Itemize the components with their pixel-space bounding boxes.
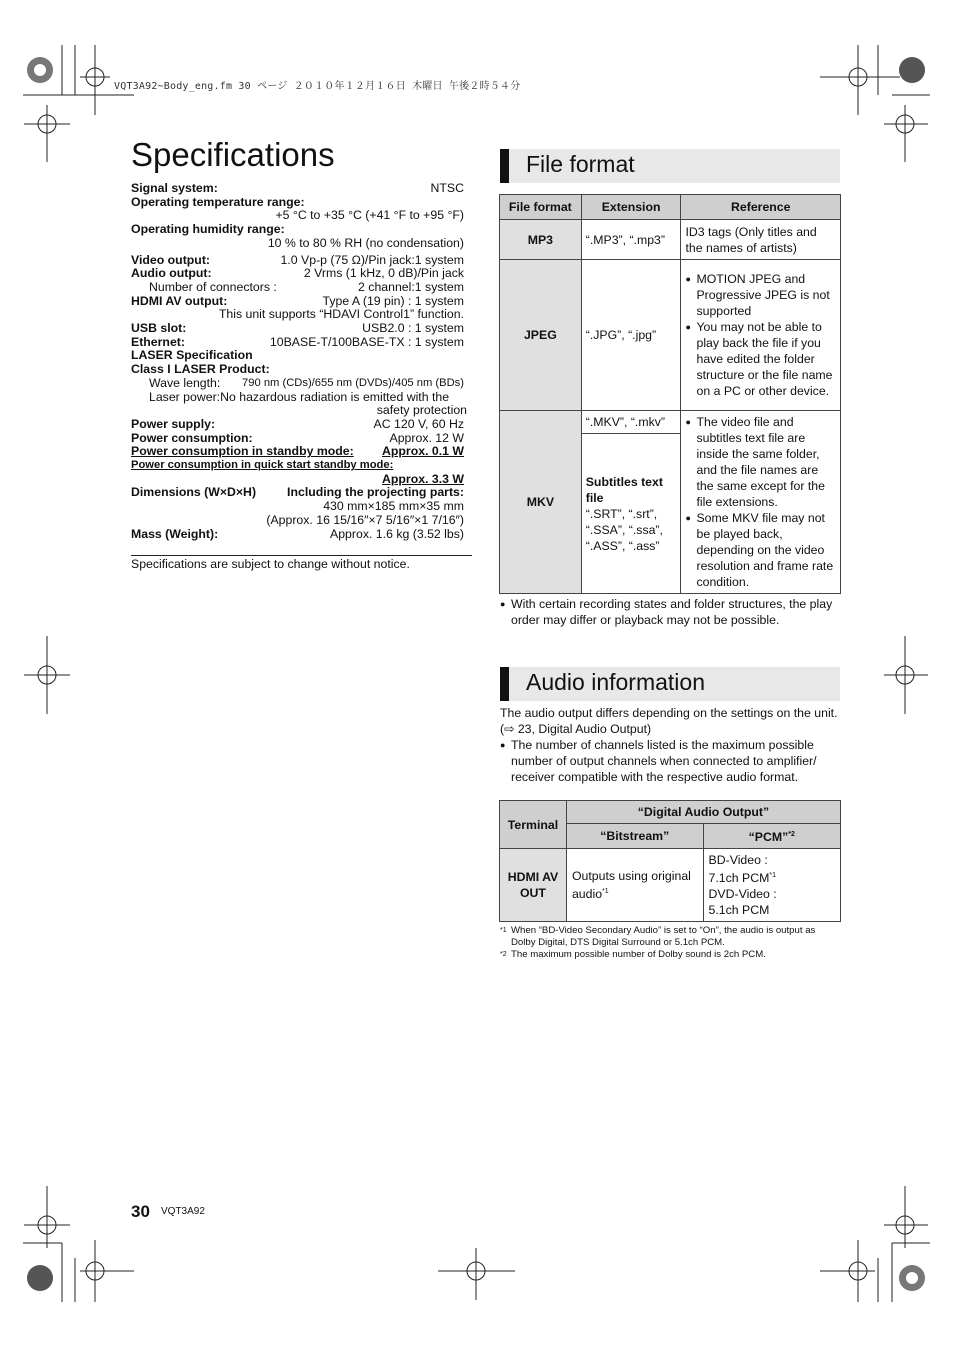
reference-item: ● Some MKV file may not be played back, depending on the video resolution and frame rate condition. — [685, 510, 836, 590]
spec-laser-power — [131, 391, 464, 405]
spec-label: Power consumption in quick start standby mode: — [131, 459, 394, 472]
spec-usb — [131, 322, 464, 336]
spec-standby — [131, 445, 464, 459]
spec-label: Ethernet: — [131, 334, 185, 349]
bitstream-text: Outputs using original audio — [571, 869, 691, 902]
spec-label: LASER Specification — [131, 348, 253, 363]
print-header: VQT3A92~Body_eng.fm 30 ページ ２０１０年１２月１６日 木曜日 午後２時５４分 — [114, 81, 521, 92]
format-extension: “.JPG”, “.jpg” — [581, 260, 681, 411]
format-name: JPEG — [500, 260, 582, 411]
subtitle-extension-cell — [581, 434, 681, 594]
section-bar — [500, 667, 509, 701]
spec-value: 790 nm (CDs)/655 nm (DVDs)/405 nm (BDs) — [242, 376, 464, 389]
spec-value: Type A (19 pin) : 1 system — [322, 293, 464, 308]
spec-value: Approx. 0.1 W — [382, 444, 464, 459]
spec-label: Power supply: — [131, 416, 216, 431]
format-name: MKV — [500, 411, 582, 594]
spec-label: Video output: — [131, 252, 211, 267]
spec-label: Audio output: — [131, 266, 212, 281]
spec-sublabel: Including the projecting parts: — [287, 485, 464, 500]
spec-value: 430 mm×185 mm×35 mm — [323, 499, 464, 514]
reference-item: ● The video file and subtitles text file are inside the same folder, and the file names are the same except for the file extensions. — [685, 414, 836, 510]
spec-label: Class I LASER Product: — [131, 362, 270, 377]
footnote-mark: *1 — [500, 927, 507, 934]
audio-intro — [500, 705, 840, 785]
spec-value: 10BASE-T/100BASE-TX : 1 system — [269, 334, 464, 349]
pcm-value — [703, 849, 840, 922]
section-header-file-format — [500, 149, 840, 183]
spec-label: Operating temperature range: — [131, 194, 305, 209]
format-extension: “.MP3”, “.mp3” — [581, 220, 681, 260]
spec-audio-output — [131, 267, 464, 281]
table-header-row — [500, 801, 841, 824]
file-format-table — [499, 194, 841, 594]
pcm-line: BD-Video : — [708, 853, 768, 868]
spec-hdmi — [131, 295, 464, 309]
section-bar — [500, 149, 509, 183]
spec-laser-power-2 — [131, 404, 467, 418]
footnote-1 — [500, 925, 840, 949]
audio-bullet: ● The number of channels listed is the maximum possible number of output channels when connected to amplifier/ receiver compatible with the respective audio format. — [500, 737, 840, 785]
column-header: Reference — [681, 195, 841, 220]
pcm-line: DVD-Video : — [708, 887, 777, 902]
spec-note: Specifications are subject to change without notice. — [131, 557, 410, 571]
spec-value: safety protection — [376, 403, 467, 418]
reference-item: ● MOTION JPEG and Progressive JPEG is not supported — [685, 271, 836, 319]
spec-value: (Approx. 16 15/16″×7 5/16″×1 7/16″) — [266, 512, 464, 527]
spec-power-supply — [131, 418, 464, 432]
spec-label: USB slot: — [131, 321, 187, 336]
pcm-label: “PCM” — [748, 830, 789, 845]
spec-mass — [131, 528, 464, 542]
column-header-pcm — [703, 824, 840, 849]
format-reference — [681, 411, 841, 594]
footnote-text: The maximum possible number of Dolby sound is 2ch PCM. — [511, 949, 766, 960]
spec-hdmi-note — [131, 308, 464, 322]
format-reference — [681, 260, 841, 411]
subtitle-extensions: “.SRT”, “.srt”, “.SSA”, “.ssa”, “.ASS”, “.ass” — [585, 506, 663, 553]
spec-value: AC 120 V, 60 Hz — [373, 416, 464, 431]
bitstream-value — [566, 849, 703, 922]
pcm-line: 5.1ch PCM — [708, 903, 770, 918]
spec-op-temp — [131, 196, 464, 210]
spec-value: Approx. 3.3 W — [382, 471, 464, 486]
spec-label: Operating humidity range: — [131, 222, 285, 237]
column-header: “Bitstream” — [566, 824, 703, 849]
spec-dimensions-value-2 — [131, 514, 464, 528]
terminal-name: HDMI AV OUT — [500, 849, 567, 922]
column-header: “Digital Audio Output” — [566, 801, 840, 824]
table-row — [500, 849, 841, 922]
reference-item: ● You may not be able to play back the file if you have edited the folder structure or the file name on a PC or other device. — [685, 319, 836, 399]
spec-value: No hazardous radiation is emitted with the — [220, 389, 450, 404]
spec-dimensions — [131, 486, 464, 500]
spec-value: 10 % to 80 % RH (no condensation) — [267, 235, 464, 250]
spec-value: Approx. 1.6 kg (3.52 lbs) — [330, 526, 464, 541]
spec-op-humidity — [131, 223, 464, 237]
footnote-mark: *2 — [500, 951, 507, 958]
spec-label: Power consumption: — [131, 430, 253, 445]
table-row — [500, 260, 841, 411]
pcm-line-wrap — [709, 868, 835, 886]
format-name: MP3 — [500, 220, 582, 260]
spec-signal-system — [131, 182, 464, 196]
section-title: File format — [526, 151, 635, 177]
section-header-audio-information — [500, 667, 840, 701]
spec-label: Power consumption in standby mode: — [131, 444, 354, 459]
footnote-wrap — [500, 949, 840, 961]
spec-laser-class — [131, 363, 464, 377]
footnote-wrap — [500, 925, 840, 949]
spec-ethernet — [131, 336, 464, 350]
format-reference: ID3 tags (Only titles and the names of artists) — [681, 220, 841, 260]
spec-laser — [131, 349, 464, 363]
spec-label: Number of connectors : — [149, 279, 277, 294]
page-code: VQT3A92 — [161, 1206, 205, 1217]
footnote-ref: *1 — [602, 888, 609, 896]
spec-value: USB2.0 : 1 system — [362, 321, 464, 336]
spec-label: Wave length: — [149, 375, 221, 390]
footnote-ref: *2 — [788, 831, 795, 838]
spec-quick-start — [131, 459, 464, 473]
table-header-row — [500, 195, 841, 220]
spec-label: Laser power: — [149, 389, 221, 404]
pcm-line: 7.1ch PCM — [708, 871, 770, 886]
spec-connectors — [131, 281, 464, 295]
spec-label: Mass (Weight): — [131, 526, 219, 541]
audio-intro-text: The audio output differs depending on the settings on the unit. (⇨ 23, Digital Audio Output) — [500, 706, 838, 736]
spec-label: Signal system: — [131, 181, 218, 195]
spec-op-temp-value — [131, 209, 464, 223]
divider — [131, 555, 472, 556]
subtitle-title: Subtitles text file — [585, 474, 663, 505]
spec-video-output — [131, 254, 464, 268]
section-title: Audio information — [526, 669, 705, 695]
spec-value: NTSC — [430, 181, 464, 195]
spec-label: HDMI AV output: — [131, 293, 228, 308]
spec-value: 1.0 Vp-p (75 Ω)/Pin jack:1 system — [280, 252, 464, 267]
spec-power-consumption — [131, 432, 464, 446]
page-title: Specifications — [131, 136, 335, 173]
table-row — [500, 220, 841, 260]
footnote-text: When “BD-Video Secondary Audio” is set to “On”, the audio is output as Dolby Digital, DTS Digital Surround or 5.1ch PCM. — [511, 925, 816, 948]
spec-value: 2 channel:1 system — [358, 279, 464, 294]
spec-quick-start-value — [131, 473, 464, 487]
spec-value: This unit supports “HDAVI Control1” function. — [218, 307, 464, 322]
column-header: File format — [500, 195, 582, 220]
column-header: Extension — [581, 195, 681, 220]
footnote-2 — [500, 949, 840, 961]
footnote-ref: *1 — [769, 872, 776, 880]
format-extension: “.MKV”, “.mkv” — [581, 411, 681, 434]
table-row — [500, 411, 841, 434]
spec-value: +5 °C to +35 °C (+41 °F to +95 °F) — [275, 208, 464, 223]
spec-wavelength — [131, 377, 464, 391]
spec-label: Dimensions (W×D×H) — [131, 485, 257, 500]
spec-list — [131, 181, 467, 541]
page-number: 30 — [131, 1202, 150, 1221]
file-format-note: ● With certain recording states and folder structures, the play order may differ or playback may not be possible. — [500, 596, 851, 628]
audio-table — [499, 800, 841, 922]
spec-value: Approx. 12 W — [389, 430, 464, 445]
spec-dimensions-value — [131, 500, 464, 514]
spec-op-humidity-value — [131, 237, 464, 251]
column-header: Terminal — [500, 801, 567, 849]
spec-value: 2 Vrms (1 kHz, 0 dB)/Pin jack — [303, 266, 464, 281]
